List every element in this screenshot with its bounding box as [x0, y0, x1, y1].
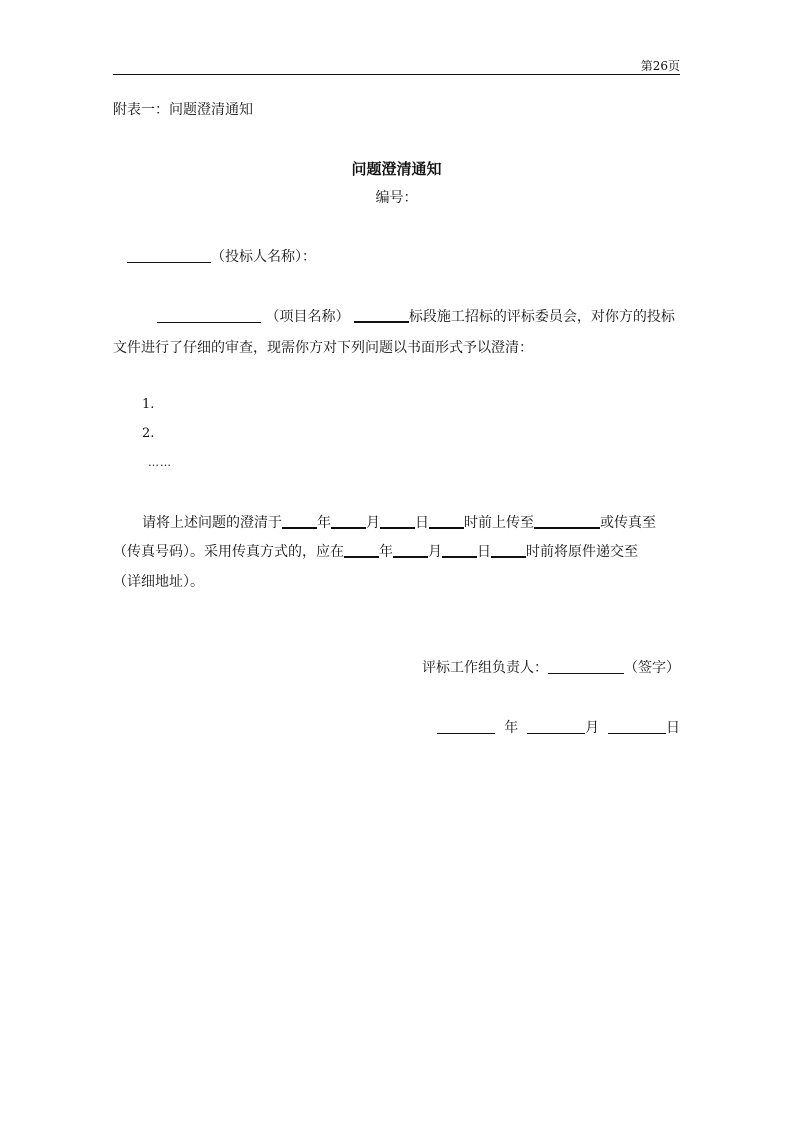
signature-label: 评标工作组负责人： [422, 660, 548, 676]
section-blank[interactable] [354, 307, 409, 323]
project-name-label: （项目名称） [265, 309, 350, 325]
month-label: 月 [585, 720, 600, 736]
deliver-month-blank[interactable] [393, 542, 428, 558]
year-label: 年 [504, 720, 519, 736]
date-line [437, 717, 680, 737]
addressee-suffix: （投标人名称）： [211, 249, 316, 265]
header-rule [113, 74, 680, 75]
notice-title: 问题澄清通知 [351, 160, 442, 178]
project-name-blank[interactable] [157, 308, 261, 323]
reply-year-blank[interactable] [282, 513, 317, 529]
fax-label: （传真号码）。采用传真方式的，应在 [113, 544, 344, 560]
signature-suffix: （签字） [624, 660, 680, 676]
list-ellipsis: …… [148, 456, 172, 469]
sign-year-blank[interactable] [437, 719, 495, 734]
reply-hour-blank[interactable] [429, 513, 464, 529]
reply-month-blank[interactable] [331, 513, 366, 529]
signature-line [422, 657, 680, 677]
number-label: 编号： [375, 190, 418, 206]
list-item: 2. [142, 426, 155, 441]
notice-number [0, 187, 793, 207]
reply-day-blank[interactable] [380, 513, 415, 529]
request-line-3: （详细地址）。 [113, 574, 204, 590]
signature-blank[interactable] [548, 659, 624, 674]
request-prefix: 请将上述问题的澄清于 [142, 515, 282, 531]
bidder-name-blank[interactable] [127, 248, 211, 263]
or-fax-label: 或传真至 [600, 515, 656, 531]
deliver-day-blank[interactable] [442, 542, 477, 558]
year-label: 年 [317, 515, 331, 531]
deliver-hour-blank[interactable] [491, 542, 526, 558]
upload-target-blank[interactable] [534, 513, 600, 529]
deliver-label: 时前将原件递交至 [526, 544, 638, 560]
request-line-1 [142, 512, 656, 532]
sign-day-blank[interactable] [608, 719, 666, 734]
list-item: 1. [142, 397, 155, 412]
page-number: 第26页 [640, 59, 680, 73]
addressee-line [127, 246, 316, 266]
day-label: 日 [415, 515, 429, 531]
deliver-year-blank[interactable] [344, 542, 379, 558]
body-line-2: 文件进行了仔细的审查，现需你方对下列问题以书面形式予以澄清： [113, 340, 533, 356]
upload-label: 时前上传至 [464, 515, 534, 531]
month-label: 月 [366, 515, 380, 531]
body-line-1 [157, 306, 675, 326]
month-label: 月 [428, 544, 442, 560]
attachment-label: 附表一：问题澄清通知 [113, 102, 253, 118]
sign-month-blank[interactable] [527, 719, 585, 734]
day-label: 日 [666, 720, 680, 736]
year-label: 年 [379, 544, 393, 560]
body-line-1-rest: 标段施工招标的评标委员会，对你方的投标 [408, 309, 675, 325]
request-line-2 [113, 541, 638, 561]
day-label: 日 [477, 544, 491, 560]
